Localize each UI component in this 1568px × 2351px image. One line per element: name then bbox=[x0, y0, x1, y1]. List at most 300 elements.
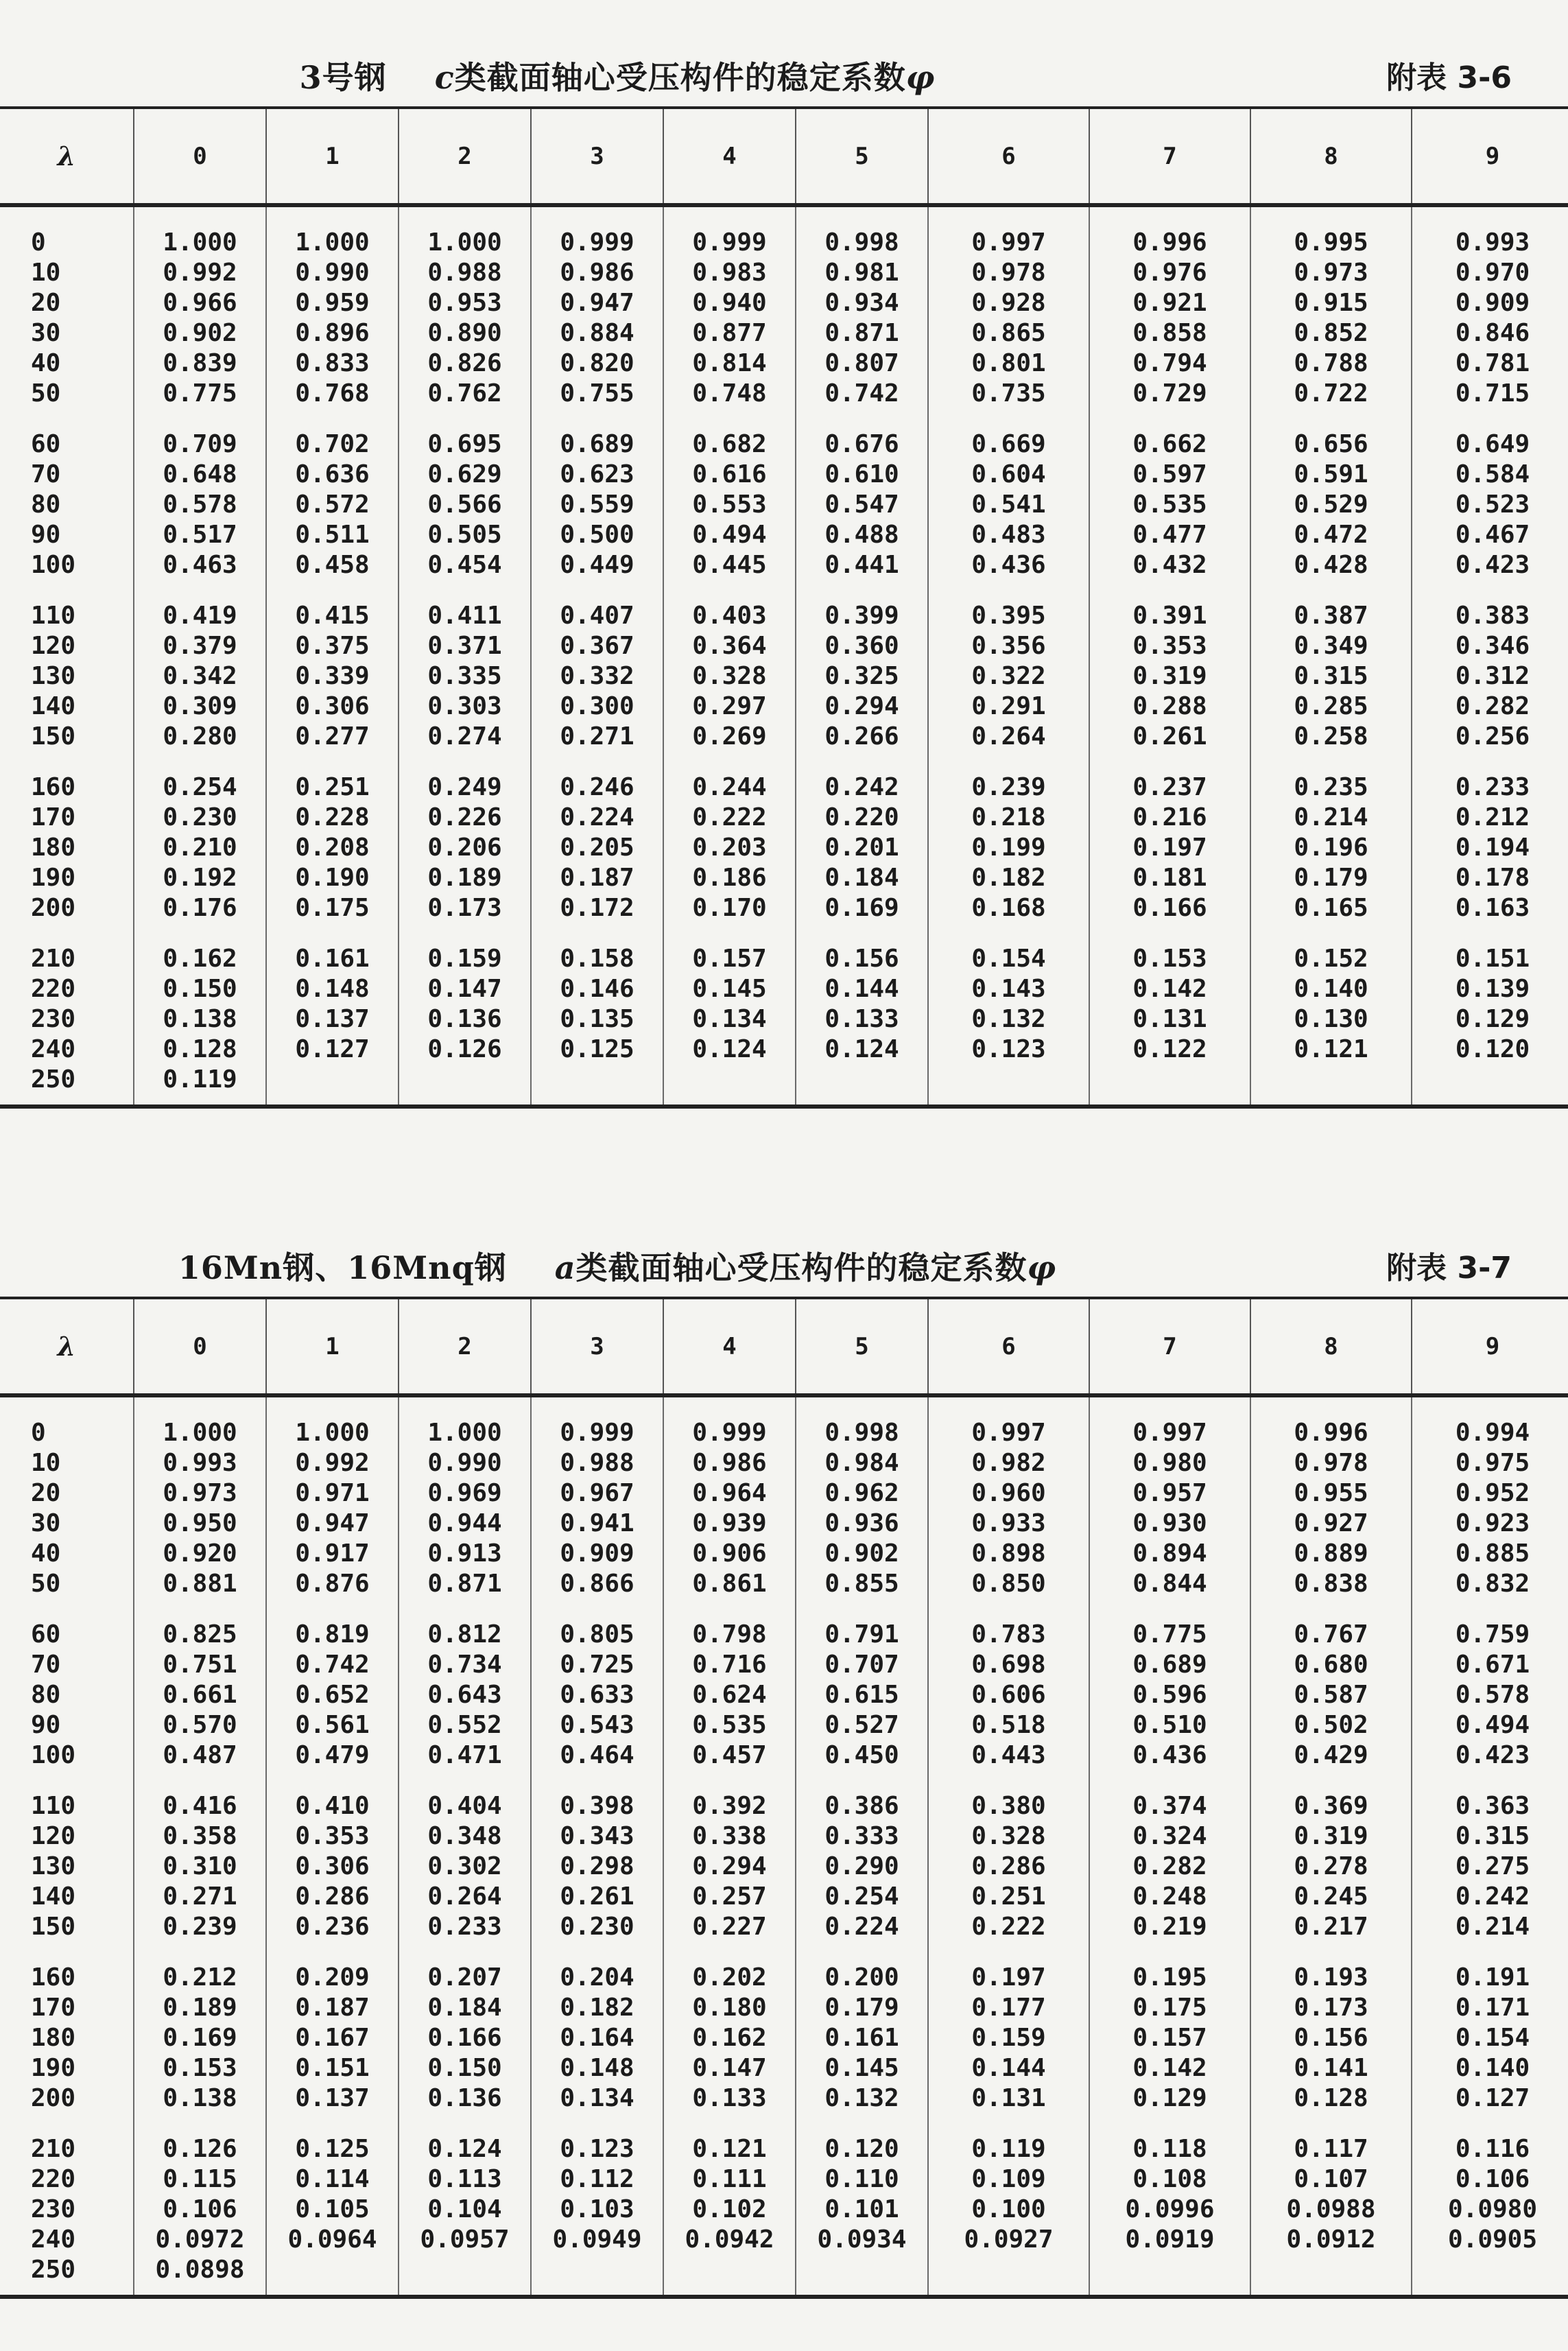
phi-value-cell: 0.798 bbox=[663, 1599, 796, 1650]
phi-value-cell: 0.383 bbox=[1412, 580, 1568, 631]
phi-value-cell: 0.254 bbox=[134, 752, 266, 803]
phi-value-cell: 0.309 bbox=[134, 692, 266, 722]
phi-value-cell: 0.415 bbox=[266, 580, 399, 631]
phi-value-cell: 0.294 bbox=[796, 692, 928, 722]
phi-value-cell: 0.450 bbox=[796, 1740, 928, 1771]
phi-value-cell: 0.812 bbox=[399, 1599, 531, 1650]
phi-value-cell: 0.871 bbox=[796, 318, 928, 348]
phi-value-cell: 0.339 bbox=[266, 661, 399, 692]
phi-value-cell: 0.950 bbox=[134, 1509, 266, 1539]
phi-value-cell: 0.986 bbox=[663, 1448, 796, 1478]
phi-value-cell: 0.154 bbox=[928, 923, 1089, 974]
lambda-cell: 130 bbox=[31, 1852, 76, 1880]
phi-value-cell: 0.432 bbox=[1089, 550, 1250, 580]
phi-value-cell: 0.132 bbox=[796, 2083, 928, 2114]
phi-value-cell: 0.953 bbox=[399, 288, 531, 318]
lambda-cell: 160 bbox=[31, 1963, 76, 1992]
phi-value-cell: 0.335 bbox=[399, 661, 531, 692]
phi-value-cell: 0.151 bbox=[266, 2053, 399, 2083]
phi-value-cell: 0.846 bbox=[1412, 318, 1568, 348]
phi-value-cell: 0.261 bbox=[531, 1882, 663, 1912]
phi-value-cell: 0.944 bbox=[399, 1509, 531, 1539]
phi-value-cell: 0.578 bbox=[1412, 1680, 1568, 1710]
phi-value-cell: 0.124 bbox=[399, 2114, 531, 2164]
lambda-cell: 170 bbox=[31, 1994, 76, 2022]
stability-coefficient-table bbox=[0, 1297, 1568, 2299]
header-digit: 2 bbox=[399, 1298, 531, 1395]
phi-value-cell: 0.865 bbox=[928, 318, 1089, 348]
phi-value-cell: 0.510 bbox=[1089, 1710, 1250, 1740]
lambda-cell: 10 bbox=[31, 1449, 61, 1477]
phi-value-cell: 0.416 bbox=[134, 1771, 266, 1821]
lambda-cell: 150 bbox=[31, 722, 76, 751]
header-digit: 9 bbox=[1412, 1298, 1568, 1395]
phi-value-cell: 0.151 bbox=[1412, 923, 1568, 974]
phi-value-cell: 0.604 bbox=[928, 460, 1089, 490]
phi-value-cell: 0.121 bbox=[1250, 1035, 1412, 1065]
phi-value-cell: 0.652 bbox=[266, 1680, 399, 1710]
lambda-cell: 20 bbox=[31, 289, 61, 317]
table-row bbox=[0, 2023, 1568, 2053]
phi-value-cell: 0.698 bbox=[928, 1650, 1089, 1680]
phi-value-cell: 0.226 bbox=[399, 803, 531, 833]
phi-value-cell: 0.130 bbox=[1250, 1004, 1412, 1035]
phi-value-cell: 0.957 bbox=[1089, 1478, 1250, 1509]
phi-value-cell: 0.398 bbox=[531, 1771, 663, 1821]
table-row bbox=[0, 1680, 1568, 1710]
phi-value-cell: 0.162 bbox=[134, 923, 266, 974]
phi-value-cell: 0.993 bbox=[1412, 205, 1568, 258]
phi-value-cell bbox=[928, 2255, 1089, 2297]
phi-value-cell: 0.988 bbox=[531, 1448, 663, 1478]
phi-value-cell: 0.876 bbox=[266, 1569, 399, 1599]
phi-value-cell: 0.141 bbox=[1250, 2053, 1412, 2083]
phi-value-cell: 0.182 bbox=[928, 863, 1089, 893]
phi-value-cell: 0.127 bbox=[1412, 2083, 1568, 2114]
table-row bbox=[0, 1478, 1568, 1509]
phi-value-cell: 0.0988 bbox=[1250, 2195, 1412, 2225]
phi-value-cell: 0.941 bbox=[531, 1509, 663, 1539]
phi-value-cell: 0.689 bbox=[1089, 1650, 1250, 1680]
phi-value-cell bbox=[531, 1065, 663, 1107]
phi-value-cell: 0.999 bbox=[531, 1395, 663, 1448]
phi-value-cell: 0.129 bbox=[1412, 1004, 1568, 1035]
lambda-cell: 50 bbox=[31, 1570, 61, 1598]
phi-value-cell: 0.157 bbox=[1089, 2023, 1250, 2053]
phi-value-cell: 0.983 bbox=[663, 258, 796, 288]
phi-value-cell: 0.429 bbox=[1250, 1740, 1412, 1771]
phi-value-cell: 0.222 bbox=[663, 803, 796, 833]
header-digit: 3 bbox=[531, 1298, 663, 1395]
phi-value-cell: 0.190 bbox=[266, 863, 399, 893]
table-row bbox=[0, 1852, 1568, 1882]
phi-value-cell: 0.543 bbox=[531, 1710, 663, 1740]
phi-value-cell: 0.483 bbox=[928, 520, 1089, 550]
lambda-cell: 80 bbox=[31, 491, 61, 519]
table-row bbox=[0, 923, 1568, 974]
phi-value-cell: 0.123 bbox=[531, 2114, 663, 2164]
table-row bbox=[0, 205, 1568, 258]
phi-value-cell: 0.992 bbox=[266, 1448, 399, 1478]
phi-value-cell: 0.934 bbox=[796, 288, 928, 318]
phi-value-cell: 0.767 bbox=[1250, 1599, 1412, 1650]
phi-value-cell: 0.356 bbox=[928, 631, 1089, 661]
table-row bbox=[0, 661, 1568, 692]
phi-value-cell: 0.649 bbox=[1412, 409, 1568, 460]
table-row bbox=[0, 490, 1568, 520]
phi-value-cell: 0.315 bbox=[1250, 661, 1412, 692]
phi-value-cell: 0.152 bbox=[1250, 923, 1412, 974]
phi-value-cell: 0.999 bbox=[531, 205, 663, 258]
phi-value-cell: 0.623 bbox=[531, 460, 663, 490]
phi-value-cell: 0.219 bbox=[1089, 1912, 1250, 1942]
phi-value-cell: 1.000 bbox=[266, 205, 399, 258]
phi-value-cell: 0.319 bbox=[1250, 1821, 1412, 1852]
phi-value-cell: 0.164 bbox=[531, 2023, 663, 2053]
phi-value-cell: 0.616 bbox=[663, 460, 796, 490]
phi-value-cell: 0.436 bbox=[928, 550, 1089, 580]
phi-value-cell: 0.239 bbox=[928, 752, 1089, 803]
phi-value-cell: 0.239 bbox=[134, 1912, 266, 1942]
phi-value-cell: 0.826 bbox=[399, 348, 531, 379]
table-row bbox=[0, 580, 1568, 631]
phi-value-cell: 0.936 bbox=[796, 1509, 928, 1539]
phi-value-cell: 0.923 bbox=[1412, 1509, 1568, 1539]
phi-value-cell: 0.104 bbox=[399, 2195, 531, 2225]
table-row bbox=[0, 1539, 1568, 1569]
phi-value-cell: 0.193 bbox=[1250, 1942, 1412, 1993]
phi-value-cell: 0.445 bbox=[663, 550, 796, 580]
phi-value-cell: 0.624 bbox=[663, 1680, 796, 1710]
phi-value-cell: 0.825 bbox=[134, 1599, 266, 1650]
phi-value-cell: 0.0905 bbox=[1412, 2225, 1568, 2255]
phi-value-cell: 0.124 bbox=[663, 1035, 796, 1065]
phi-value-cell: 0.561 bbox=[266, 1710, 399, 1740]
phi-value-cell: 0.358 bbox=[134, 1821, 266, 1852]
phi-value-cell: 0.855 bbox=[796, 1569, 928, 1599]
phi-value-cell: 0.113 bbox=[399, 2164, 531, 2195]
table-row bbox=[0, 318, 1568, 348]
table-caption bbox=[0, 38, 1568, 106]
phi-value-cell: 0.197 bbox=[1089, 833, 1250, 863]
header-digit: 4 bbox=[663, 1298, 796, 1395]
phi-value-cell: 0.197 bbox=[928, 1942, 1089, 1993]
phi-value-cell: 0.0919 bbox=[1089, 2225, 1250, 2255]
phi-value-cell: 0.196 bbox=[1250, 833, 1412, 863]
phi-value-cell: 0.109 bbox=[928, 2164, 1089, 2195]
table-row bbox=[0, 1035, 1568, 1065]
phi-value-cell: 0.136 bbox=[399, 1004, 531, 1035]
phi-value-cell: 0.133 bbox=[796, 1004, 928, 1035]
phi-value-cell: 0.913 bbox=[399, 1539, 531, 1569]
phi-value-cell bbox=[1089, 1065, 1250, 1107]
table-title bbox=[0, 1243, 1235, 1288]
phi-value-cell: 0.102 bbox=[663, 2195, 796, 2225]
table-number: 附表 3-6 bbox=[1386, 60, 1512, 95]
phi-value-cell: 0.280 bbox=[134, 722, 266, 752]
phi-value-cell: 0.0927 bbox=[928, 2225, 1089, 2255]
phi-value-cell: 0.921 bbox=[1089, 288, 1250, 318]
phi-value-cell: 0.960 bbox=[928, 1478, 1089, 1509]
phi-value-cell: 0.349 bbox=[1250, 631, 1412, 661]
phi-value-cell: 0.303 bbox=[399, 692, 531, 722]
phi-value-cell: 0.163 bbox=[1412, 893, 1568, 923]
phi-value-cell: 0.596 bbox=[1089, 1680, 1250, 1710]
phi-value-cell: 0.375 bbox=[266, 631, 399, 661]
phi-value-cell: 0.353 bbox=[1089, 631, 1250, 661]
table-row bbox=[0, 288, 1568, 318]
phi-value-cell: 0.559 bbox=[531, 490, 663, 520]
phi-value-cell: 0.306 bbox=[266, 1852, 399, 1882]
phi-value-cell: 0.467 bbox=[1412, 520, 1568, 550]
table-row bbox=[0, 1912, 1568, 1942]
header-digit: 2 bbox=[399, 108, 531, 205]
phi-value-cell: 0.261 bbox=[1089, 722, 1250, 752]
phi-value-cell: 0.722 bbox=[1250, 379, 1412, 409]
phi-value-cell: 0.105 bbox=[266, 2195, 399, 2225]
phi-value-cell: 0.410 bbox=[266, 1771, 399, 1821]
lambda-cell: 40 bbox=[31, 349, 61, 377]
phi-value-cell: 0.306 bbox=[266, 692, 399, 722]
phi-value-cell: 0.156 bbox=[1250, 2023, 1412, 2053]
phi-value-cell bbox=[796, 2255, 928, 2297]
phi-value-cell: 0.126 bbox=[399, 1035, 531, 1065]
phi-value-cell: 0.199 bbox=[928, 833, 1089, 863]
lambda-cell: 30 bbox=[31, 1509, 61, 1537]
phi-value-cell: 0.996 bbox=[1089, 205, 1250, 258]
phi-value-cell: 0.123 bbox=[928, 1035, 1089, 1065]
phi-value-cell: 0.788 bbox=[1250, 348, 1412, 379]
phi-value-cell: 0.144 bbox=[796, 974, 928, 1004]
phi-value-cell: 0.997 bbox=[928, 205, 1089, 258]
phi-value-cell: 0.682 bbox=[663, 409, 796, 460]
phi-value-cell: 0.852 bbox=[1250, 318, 1412, 348]
table-row bbox=[0, 752, 1568, 803]
phi-value-cell: 0.997 bbox=[928, 1395, 1089, 1448]
table-3-7 bbox=[0, 1228, 1568, 2299]
phi-value-cell: 0.189 bbox=[134, 1993, 266, 2023]
phi-value-cell: 0.500 bbox=[531, 520, 663, 550]
phi-value-cell: 1.000 bbox=[134, 205, 266, 258]
phi-value-cell: 0.144 bbox=[928, 2053, 1089, 2083]
phi-value-cell: 0.610 bbox=[796, 460, 928, 490]
phi-value-cell: 0.999 bbox=[663, 205, 796, 258]
phi-value-cell: 0.505 bbox=[399, 520, 531, 550]
phi-value-cell: 0.159 bbox=[928, 2023, 1089, 2053]
table-row bbox=[0, 1710, 1568, 1740]
header-digit: 0 bbox=[134, 108, 266, 205]
phi-value-cell: 0.0912 bbox=[1250, 2225, 1412, 2255]
phi-value-cell: 0.201 bbox=[796, 833, 928, 863]
lambda-cell: 30 bbox=[31, 319, 61, 347]
phi-value-cell: 0.552 bbox=[399, 1710, 531, 1740]
phi-value-cell: 0.338 bbox=[663, 1821, 796, 1852]
phi-value-cell: 0.391 bbox=[1089, 580, 1250, 631]
header-digit: 5 bbox=[796, 108, 928, 205]
phi-value-cell: 0.137 bbox=[266, 1004, 399, 1035]
phi-value-cell: 0.833 bbox=[266, 348, 399, 379]
phi-value-cell: 0.814 bbox=[663, 348, 796, 379]
phi-value-cell: 0.981 bbox=[796, 258, 928, 288]
phi-value-cell: 0.246 bbox=[531, 752, 663, 803]
phi-value-cell: 0.982 bbox=[928, 1448, 1089, 1478]
phi-value-cell: 0.488 bbox=[796, 520, 928, 550]
phi-value-cell: 0.282 bbox=[1089, 1852, 1250, 1882]
phi-value-cell: 0.988 bbox=[399, 258, 531, 288]
phi-value-cell: 0.214 bbox=[1412, 1912, 1568, 1942]
phi-value-cell: 0.291 bbox=[928, 692, 1089, 722]
title-text: 类截面轴心受压构件的稳定系数 bbox=[575, 1249, 1027, 1286]
phi-value-cell: 0.146 bbox=[531, 974, 663, 1004]
phi-value-cell bbox=[663, 1065, 796, 1107]
phi-value-cell: 0.348 bbox=[399, 1821, 531, 1852]
table-3-6 bbox=[0, 38, 1568, 1109]
header-digit: 8 bbox=[1250, 108, 1412, 205]
table-row bbox=[0, 833, 1568, 863]
phi-value-cell: 0.203 bbox=[663, 833, 796, 863]
phi-value-cell: 0.172 bbox=[531, 893, 663, 923]
table-row bbox=[0, 1771, 1568, 1821]
phi-value-cell: 0.403 bbox=[663, 580, 796, 631]
table-row bbox=[0, 2164, 1568, 2195]
header-digit: 5 bbox=[796, 1298, 928, 1395]
phi-value-cell: 0.121 bbox=[663, 2114, 796, 2164]
table-row bbox=[0, 1740, 1568, 1771]
phi-value-cell: 0.120 bbox=[1412, 1035, 1568, 1065]
table-row bbox=[0, 2053, 1568, 2083]
phi-value-cell: 0.275 bbox=[1412, 1852, 1568, 1882]
phi-value-cell: 0.324 bbox=[1089, 1821, 1250, 1852]
phi-value-cell: 0.288 bbox=[1089, 692, 1250, 722]
phi-value-cell: 0.584 bbox=[1412, 460, 1568, 490]
phi-value-cell: 0.278 bbox=[1250, 1852, 1412, 1882]
lambda-cell: 100 bbox=[31, 1741, 76, 1769]
phi-value-cell: 0.156 bbox=[796, 923, 928, 974]
phi-value-cell: 0.119 bbox=[928, 2114, 1089, 2164]
phi-value-cell: 0.820 bbox=[531, 348, 663, 379]
phi-value-cell: 0.973 bbox=[1250, 258, 1412, 288]
phi-value-cell: 0.117 bbox=[1250, 2114, 1412, 2164]
phi-value-cell: 0.998 bbox=[796, 1395, 928, 1448]
section-class: a bbox=[554, 1249, 576, 1286]
phi-value-cell: 0.909 bbox=[531, 1539, 663, 1569]
phi-value-cell: 0.502 bbox=[1250, 1710, 1412, 1740]
lambda-cell: 100 bbox=[31, 551, 76, 579]
phi-value-cell: 0.208 bbox=[266, 833, 399, 863]
phi-value-cell: 0.129 bbox=[1089, 2083, 1250, 2114]
phi-value-cell: 0.615 bbox=[796, 1680, 928, 1710]
phi-value-cell: 0.227 bbox=[663, 1912, 796, 1942]
phi-value-cell: 0.168 bbox=[928, 893, 1089, 923]
phi-value-cell: 0.689 bbox=[531, 409, 663, 460]
phi-value-cell: 0.805 bbox=[531, 1599, 663, 1650]
phi-value-cell: 0.342 bbox=[134, 661, 266, 692]
header-digit: 9 bbox=[1412, 108, 1568, 205]
table-row bbox=[0, 2195, 1568, 2225]
phi-value-cell: 0.175 bbox=[266, 893, 399, 923]
phi-value-cell: 0.0972 bbox=[134, 2225, 266, 2255]
phi-value-cell: 0.153 bbox=[1089, 923, 1250, 974]
phi-value-cell: 0.794 bbox=[1089, 348, 1250, 379]
phi-value-cell: 0.734 bbox=[399, 1650, 531, 1680]
phi-value-cell: 0.917 bbox=[266, 1539, 399, 1569]
table-row bbox=[0, 348, 1568, 379]
table-row bbox=[0, 863, 1568, 893]
phi-symbol: φ bbox=[1027, 1249, 1057, 1286]
phi-value-cell: 0.379 bbox=[134, 631, 266, 661]
lambda-cell: 70 bbox=[31, 1651, 61, 1679]
phi-value-cell bbox=[1250, 2255, 1412, 2297]
table-row bbox=[0, 893, 1568, 923]
phi-value-cell: 0.547 bbox=[796, 490, 928, 520]
phi-value-cell: 0.220 bbox=[796, 803, 928, 833]
phi-value-cell: 0.902 bbox=[796, 1539, 928, 1569]
phi-value-cell: 0.315 bbox=[1412, 1821, 1568, 1852]
phi-value-cell: 0.266 bbox=[796, 722, 928, 752]
phi-value-cell: 0.436 bbox=[1089, 1740, 1250, 1771]
phi-value-cell: 0.112 bbox=[531, 2164, 663, 2195]
lambda-cell: 160 bbox=[31, 773, 76, 801]
phi-value-cell: 0.178 bbox=[1412, 863, 1568, 893]
phi-value-cell: 0.676 bbox=[796, 409, 928, 460]
phi-value-cell: 0.606 bbox=[928, 1680, 1089, 1710]
phi-value-cell: 0.591 bbox=[1250, 460, 1412, 490]
phi-value-cell: 0.127 bbox=[266, 1035, 399, 1065]
phi-value-cell: 0.783 bbox=[928, 1599, 1089, 1650]
phi-value-cell: 0.169 bbox=[796, 893, 928, 923]
phi-value-cell: 0.128 bbox=[1250, 2083, 1412, 2114]
table-row bbox=[0, 1650, 1568, 1680]
phi-value-cell: 0.570 bbox=[134, 1710, 266, 1740]
phi-value-cell: 0.387 bbox=[1250, 580, 1412, 631]
phi-value-cell: 0.269 bbox=[663, 722, 796, 752]
phi-value-cell: 0.643 bbox=[399, 1680, 531, 1710]
phi-value-cell: 0.332 bbox=[531, 661, 663, 692]
phi-value-cell: 1.000 bbox=[399, 1395, 531, 1448]
phi-value-cell: 0.132 bbox=[928, 1004, 1089, 1035]
lambda-cell: 70 bbox=[31, 460, 61, 488]
phi-value-cell: 0.994 bbox=[1412, 1395, 1568, 1448]
phi-value-cell: 0.494 bbox=[663, 520, 796, 550]
phi-value-cell: 0.952 bbox=[1412, 1478, 1568, 1509]
phi-value-cell: 0.233 bbox=[399, 1912, 531, 1942]
phi-value-cell: 1.000 bbox=[134, 1395, 266, 1448]
phi-value-cell: 0.153 bbox=[134, 2053, 266, 2083]
lambda-cell: 60 bbox=[31, 1620, 61, 1649]
phi-value-cell: 0.463 bbox=[134, 550, 266, 580]
lambda-cell: 250 bbox=[31, 1065, 76, 1094]
phi-value-cell: 0.242 bbox=[796, 752, 928, 803]
phi-value-cell: 0.264 bbox=[399, 1882, 531, 1912]
phi-value-cell: 0.572 bbox=[266, 490, 399, 520]
phi-value-cell: 0.328 bbox=[928, 1821, 1089, 1852]
phi-value-cell: 0.312 bbox=[1412, 661, 1568, 692]
phi-value-cell: 0.343 bbox=[531, 1821, 663, 1852]
phi-value-cell: 0.964 bbox=[663, 1478, 796, 1509]
phi-value-cell: 0.242 bbox=[1412, 1882, 1568, 1912]
phi-value-cell: 0.230 bbox=[134, 803, 266, 833]
phi-value-cell: 0.202 bbox=[663, 1942, 796, 1993]
phi-value-cell: 0.566 bbox=[399, 490, 531, 520]
phi-value-cell: 0.791 bbox=[796, 1599, 928, 1650]
phi-value-cell: 0.0942 bbox=[663, 2225, 796, 2255]
lambda-cell: 20 bbox=[31, 1479, 61, 1507]
phi-value-cell: 0.511 bbox=[266, 520, 399, 550]
lambda-cell: 110 bbox=[31, 602, 76, 630]
phi-value-cell: 0.535 bbox=[1089, 490, 1250, 520]
lambda-cell: 140 bbox=[31, 1882, 76, 1911]
table-row bbox=[0, 520, 1568, 550]
